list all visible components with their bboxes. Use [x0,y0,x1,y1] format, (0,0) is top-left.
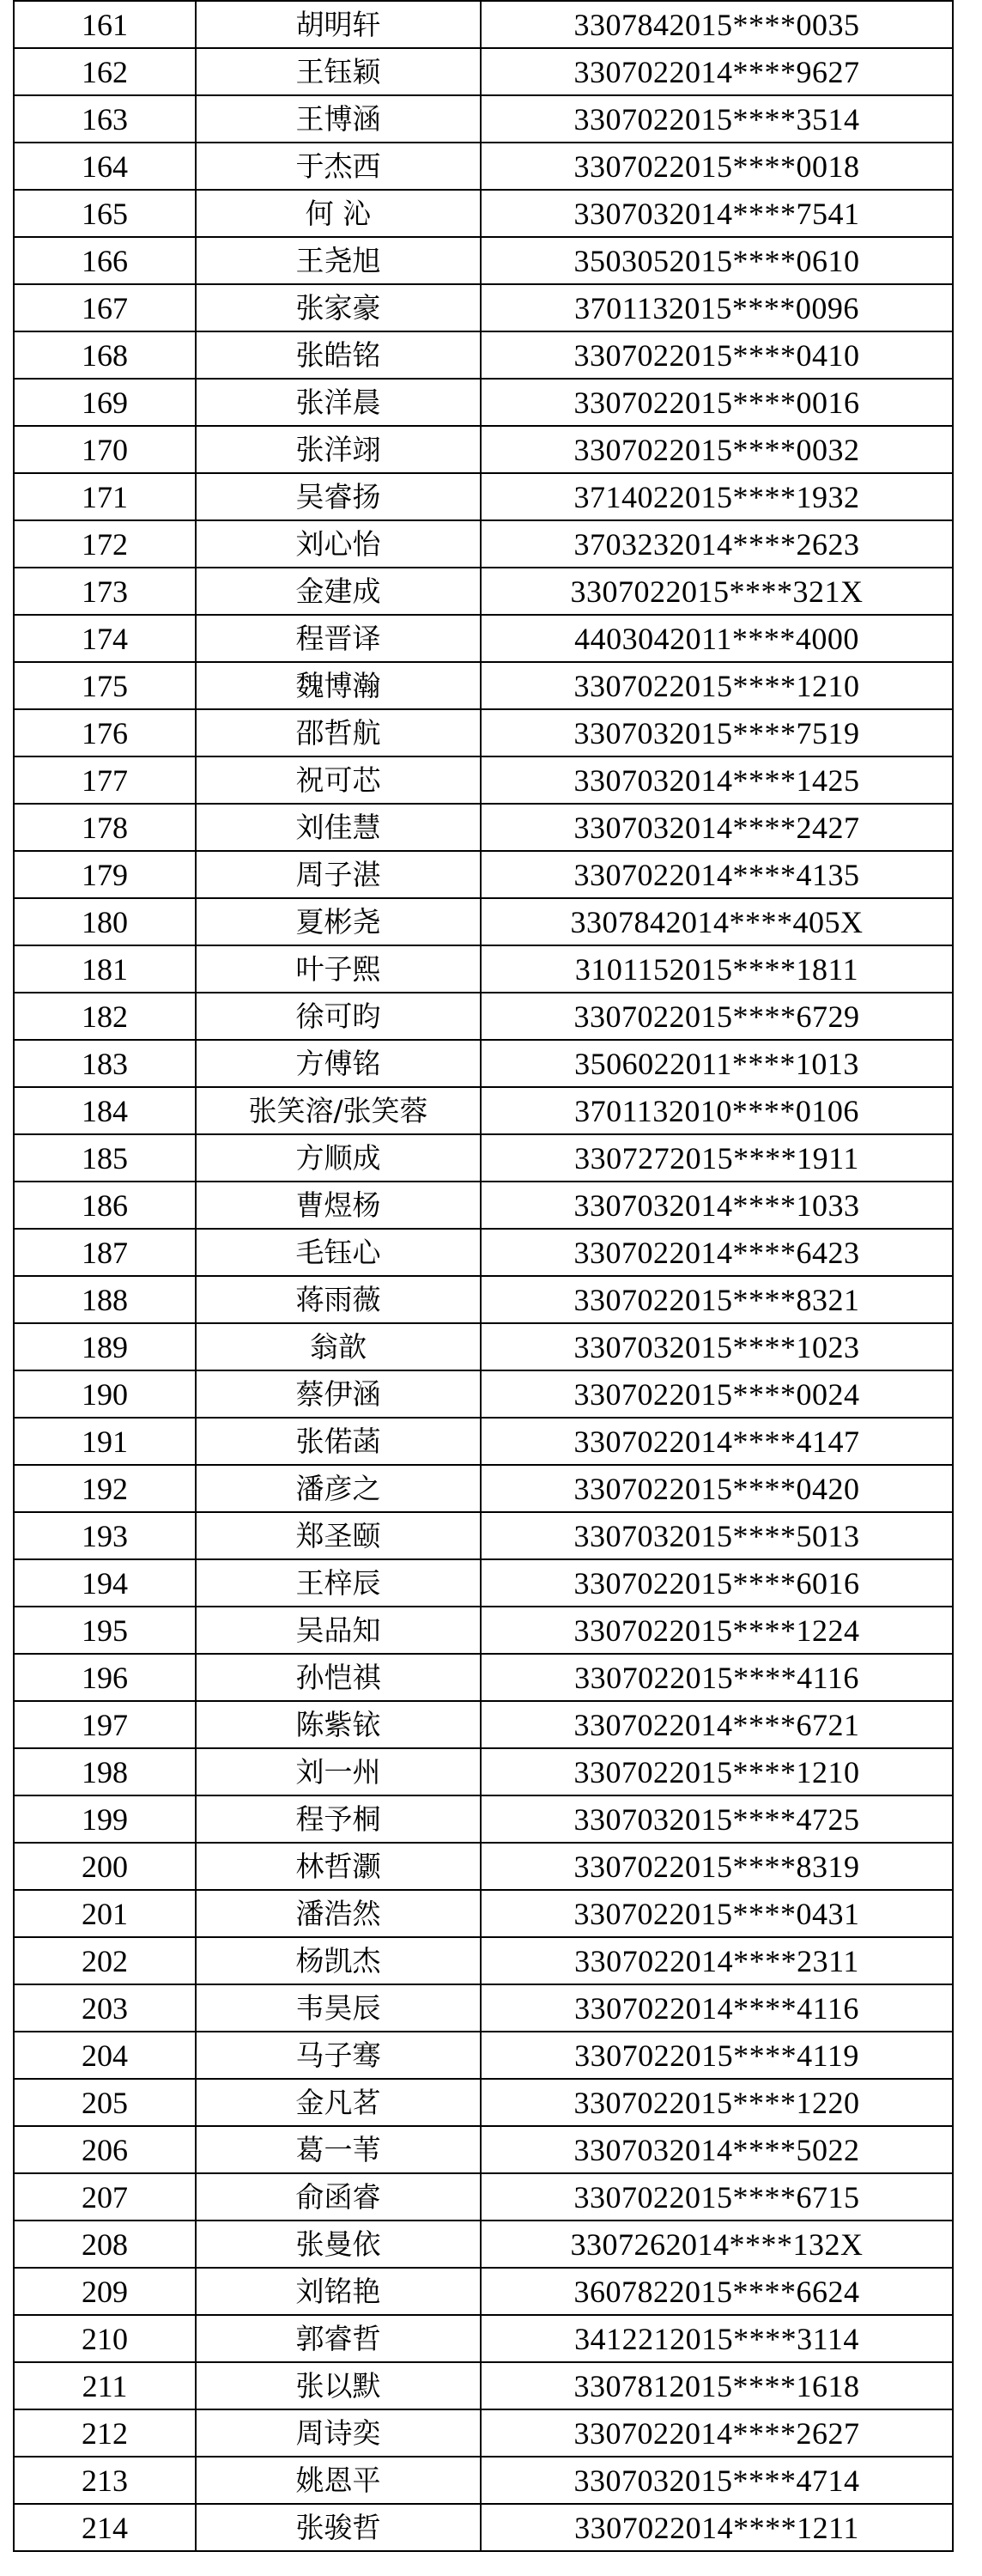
table-row [14,615,953,662]
id-number-cell: 3701132010****0106 [481,1087,953,1134]
row-number-cell: 192 [14,1465,196,1512]
table-row [14,756,953,804]
row-number-cell: 199 [14,1795,196,1843]
id-number-cell: 3307032015****4725 [481,1795,953,1843]
id-number-cell: 3307032015****5013 [481,1512,953,1559]
table-row [14,143,953,190]
row-number-cell: 206 [14,2126,196,2173]
row-number-cell: 193 [14,1512,196,1559]
table-row [14,379,953,426]
id-number-cell: 3307032015****1023 [481,1323,953,1370]
id-number-cell: 3307022014****6423 [481,1229,953,1276]
id-number-cell: 3101152015****1811 [481,945,953,993]
student-name-cell: 胡明轩 [196,1,481,48]
table-row [14,1701,953,1748]
roster-sheet [13,0,952,2552]
id-number-cell: 3307022015****0410 [481,331,953,379]
table-row [14,945,953,993]
row-number-cell: 167 [14,284,196,331]
id-number-cell: 3307022015****6729 [481,993,953,1040]
student-name-cell: 蒋雨薇 [196,1276,481,1323]
row-number-cell: 190 [14,1370,196,1418]
id-number-cell: 3307022015****0420 [481,1465,953,1512]
table-row [14,2504,953,2551]
student-name-cell: 刘铭艳 [196,2268,481,2315]
id-number-cell: 3307022014****6721 [481,1701,953,1748]
id-number-cell: 3307032014****1425 [481,756,953,804]
row-number-cell: 175 [14,662,196,709]
table-row [14,1040,953,1087]
table-row [14,1182,953,1229]
student-name-cell: 翁歆 [196,1323,481,1370]
row-number-cell: 172 [14,520,196,568]
id-number-cell: 3307022014****1211 [481,2504,953,2551]
row-number-cell: 171 [14,473,196,520]
table-row [14,284,953,331]
row-number-cell: 183 [14,1040,196,1087]
id-number-cell: 3307022014****2311 [481,1937,953,1984]
student-name-cell: 程予桐 [196,1795,481,1843]
row-number-cell: 177 [14,756,196,804]
row-number-cell: 173 [14,568,196,615]
id-number-cell: 3307022015****3514 [481,95,953,143]
id-number-cell: 3307022015****321X [481,568,953,615]
row-number-cell: 178 [14,804,196,851]
row-number-cell: 184 [14,1087,196,1134]
table-row [14,1512,953,1559]
row-number-cell: 187 [14,1229,196,1276]
student-name-cell: 刘一州 [196,1748,481,1795]
row-number-cell: 188 [14,1276,196,1323]
row-number-cell: 213 [14,2457,196,2504]
table-row [14,237,953,284]
id-number-cell: 3307022014****4135 [481,851,953,898]
id-number-cell: 3307022015****8321 [481,1276,953,1323]
table-row [14,2362,953,2409]
row-number-cell: 163 [14,95,196,143]
table-row [14,1890,953,1937]
student-name-cell: 郭睿哲 [196,2315,481,2362]
table-row [14,520,953,568]
student-name-cell: 何 沁 [196,190,481,237]
student-name-cell: 姚恩平 [196,2457,481,2504]
row-number-cell: 214 [14,2504,196,2551]
id-number-cell: 3307022015****1220 [481,2079,953,2126]
row-number-cell: 166 [14,237,196,284]
id-number-cell: 3307022015****1210 [481,662,953,709]
student-name-cell: 杨凯杰 [196,1937,481,1984]
student-name-cell: 张家豪 [196,284,481,331]
id-number-cell: 3307022015****8319 [481,1843,953,1890]
student-name-cell: 潘彦之 [196,1465,481,1512]
row-number-cell: 208 [14,2221,196,2268]
id-number-cell: 3307022015****4116 [481,1654,953,1701]
table-row [14,2079,953,2126]
student-name-cell: 于杰西 [196,143,481,190]
student-name-cell: 孙恺祺 [196,1654,481,1701]
id-number-cell: 3307022015****6715 [481,2173,953,2221]
id-number-cell: 3714022015****1932 [481,473,953,520]
student-name-cell: 张曼依 [196,2221,481,2268]
student-name-cell: 刘佳慧 [196,804,481,851]
table-row [14,1465,953,1512]
student-name-cell: 王博涵 [196,95,481,143]
student-name-cell: 金建成 [196,568,481,615]
student-name-cell: 林哲灏 [196,1843,481,1890]
table-row [14,473,953,520]
row-number-cell: 209 [14,2268,196,2315]
student-name-cell: 刘心怡 [196,520,481,568]
row-number-cell: 205 [14,2079,196,2126]
id-number-cell: 3307272015****1911 [481,1134,953,1182]
table-row [14,2457,953,2504]
id-number-cell: 3307032014****1033 [481,1182,953,1229]
table-row [14,426,953,473]
student-name-cell: 祝可芯 [196,756,481,804]
id-number-cell: 3503052015****0610 [481,237,953,284]
student-name-cell: 曹煜杨 [196,1182,481,1229]
table-row [14,48,953,95]
student-name-cell: 方顺成 [196,1134,481,1182]
table-row [14,2221,953,2268]
id-number-cell: 3307032014****5022 [481,2126,953,2173]
student-name-cell: 张偌菡 [196,1418,481,1465]
student-name-cell: 陈紫铱 [196,1701,481,1748]
table-row [14,1654,953,1701]
table-row [14,331,953,379]
id-number-cell: 3307022015****6016 [481,1559,953,1607]
student-name-cell: 潘浩然 [196,1890,481,1937]
table-row [14,1323,953,1370]
row-number-cell: 162 [14,48,196,95]
student-name-cell: 张洋翊 [196,426,481,473]
row-number-cell: 161 [14,1,196,48]
student-name-cell: 马子骞 [196,2032,481,2079]
id-number-cell: 3307022015****0018 [481,143,953,190]
table-row [14,2173,953,2221]
id-number-cell: 3307022015****0024 [481,1370,953,1418]
table-row [14,1795,953,1843]
table-row [14,1607,953,1654]
id-number-cell: 3307022015****0032 [481,426,953,473]
table-row [14,1087,953,1134]
id-number-cell: 3307032015****7519 [481,709,953,756]
table-row [14,1843,953,1890]
table-row [14,568,953,615]
student-name-cell: 方傅铭 [196,1040,481,1087]
student-name-cell: 邵哲航 [196,709,481,756]
table-row [14,662,953,709]
row-number-cell: 168 [14,331,196,379]
roster-table [13,0,954,2552]
id-number-cell: 3307022015****0431 [481,1890,953,1937]
id-number-cell: 3307842015****0035 [481,1,953,48]
student-name-cell: 周子湛 [196,851,481,898]
row-number-cell: 198 [14,1748,196,1795]
student-name-cell: 徐可昀 [196,993,481,1040]
row-number-cell: 165 [14,190,196,237]
row-number-cell: 176 [14,709,196,756]
id-number-cell: 3607822015****6624 [481,2268,953,2315]
id-number-cell: 3307022014****4116 [481,1984,953,2032]
row-number-cell: 164 [14,143,196,190]
row-number-cell: 196 [14,1654,196,1701]
student-name-cell: 郑圣颐 [196,1512,481,1559]
student-name-cell: 程晋译 [196,615,481,662]
student-name-cell: 毛钰心 [196,1229,481,1276]
table-row [14,1370,953,1418]
student-name-cell: 韦昊辰 [196,1984,481,2032]
row-number-cell: 210 [14,2315,196,2362]
table-row [14,2032,953,2079]
student-name-cell: 周诗奕 [196,2409,481,2457]
table-row [14,898,953,945]
table-row [14,1559,953,1607]
id-number-cell: 3307022014****9627 [481,48,953,95]
table-row [14,1984,953,2032]
student-name-cell: 王梓辰 [196,1559,481,1607]
row-number-cell: 182 [14,993,196,1040]
id-number-cell: 3412212015****3114 [481,2315,953,2362]
id-number-cell: 3307022015****0016 [481,379,953,426]
table-row [14,1229,953,1276]
row-number-cell: 194 [14,1559,196,1607]
table-row [14,2315,953,2362]
student-name-cell: 张笑溶/张笑蓉 [196,1087,481,1134]
table-row [14,1276,953,1323]
row-number-cell: 197 [14,1701,196,1748]
row-number-cell: 204 [14,2032,196,2079]
student-name-cell: 吴睿扬 [196,473,481,520]
id-number-cell: 3701132015****0096 [481,284,953,331]
row-number-cell: 207 [14,2173,196,2221]
table-row [14,804,953,851]
row-number-cell: 200 [14,1843,196,1890]
id-number-cell: 3307022015****1224 [481,1607,953,1654]
student-name-cell: 张骏哲 [196,2504,481,2551]
row-number-cell: 186 [14,1182,196,1229]
student-name-cell: 张洋晨 [196,379,481,426]
student-name-cell: 金凡茗 [196,2079,481,2126]
id-number-cell: 3703232014****2623 [481,520,953,568]
student-name-cell: 叶子熙 [196,945,481,993]
row-number-cell: 195 [14,1607,196,1654]
id-number-cell: 3307022015****4119 [481,2032,953,2079]
student-name-cell: 张皓铭 [196,331,481,379]
student-name-cell: 张以默 [196,2362,481,2409]
roster-table-body [14,1,953,2551]
row-number-cell: 191 [14,1418,196,1465]
student-name-cell: 蔡伊涵 [196,1370,481,1418]
table-row [14,1748,953,1795]
row-number-cell: 170 [14,426,196,473]
id-number-cell: 4403042011****4000 [481,615,953,662]
row-number-cell: 169 [14,379,196,426]
table-row [14,2268,953,2315]
student-name-cell: 夏彬尧 [196,898,481,945]
row-number-cell: 211 [14,2362,196,2409]
id-number-cell: 3307812015****1618 [481,2362,953,2409]
id-number-cell: 3307032014****2427 [481,804,953,851]
table-row [14,95,953,143]
id-number-cell: 3307032014****7541 [481,190,953,237]
id-number-cell: 3307022015****1210 [481,1748,953,1795]
id-number-cell: 3506022011****1013 [481,1040,953,1087]
table-row [14,2409,953,2457]
student-name-cell: 俞函睿 [196,2173,481,2221]
table-row [14,2126,953,2173]
table-row [14,190,953,237]
row-number-cell: 174 [14,615,196,662]
student-name-cell: 吴品知 [196,1607,481,1654]
student-name-cell: 葛一苇 [196,2126,481,2173]
table-row [14,1,953,48]
row-number-cell: 180 [14,898,196,945]
table-row [14,993,953,1040]
row-number-cell: 201 [14,1890,196,1937]
id-number-cell: 3307022014****4147 [481,1418,953,1465]
id-number-cell: 3307032015****4714 [481,2457,953,2504]
row-number-cell: 181 [14,945,196,993]
row-number-cell: 202 [14,1937,196,1984]
table-row [14,1937,953,1984]
row-number-cell: 179 [14,851,196,898]
id-number-cell: 3307842014****405X [481,898,953,945]
table-row [14,851,953,898]
student-name-cell: 王尧旭 [196,237,481,284]
row-number-cell: 185 [14,1134,196,1182]
row-number-cell: 212 [14,2409,196,2457]
row-number-cell: 189 [14,1323,196,1370]
row-number-cell: 203 [14,1984,196,2032]
id-number-cell: 3307262014****132X [481,2221,953,2268]
student-name-cell: 魏博瀚 [196,662,481,709]
table-row [14,1418,953,1465]
table-row [14,709,953,756]
student-name-cell: 王钰颖 [196,48,481,95]
id-number-cell: 3307022014****2627 [481,2409,953,2457]
table-row [14,1134,953,1182]
